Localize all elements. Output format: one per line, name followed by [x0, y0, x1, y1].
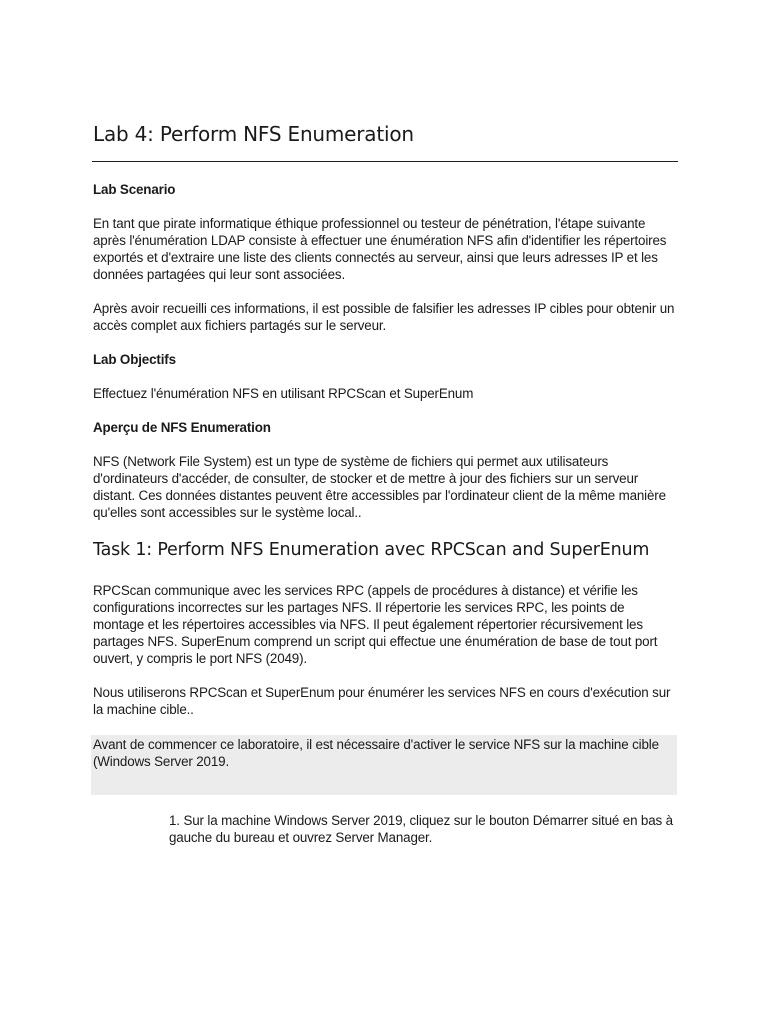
overview-heading: Aperçu de NFS Enumeration [93, 420, 271, 435]
scenario-paragraph-2: Après avoir recueilli ces informations, il est possible de falsifier les adresses IP cibles pour obtenir un accès complet aux fichiers partagés sur le serveur. [93, 301, 675, 333]
objectives-text: Effectuez l'énumération NFS en utilisant RPCScan et SuperEnum [93, 386, 474, 401]
page-title: Lab 4: Perform NFS Enumeration [93, 122, 414, 146]
scenario-heading: Lab Scenario [93, 182, 176, 197]
task-1-title: Task 1: Perform NFS Enumeration avec RPCScan and SuperEnum [93, 540, 650, 560]
overview-text: NFS (Network File System) est un type de système de fichiers qui permet aux utilisateurs d'ordinateurs d'accéder, de consulter, de stocker et de mettre à jour des fichiers sur un serveur distant. Ces données distantes peuvent être accessibles par l'ordinateur client de la même manière qu'elles sont accessibles sur le système local.. [93, 454, 666, 520]
scenario-paragraph-1: En tant que pirate informatique éthique professionnel ou testeur de pénétration, l'étape suivante après l'énumération LDAP consiste à effectuer une énumération NFS afin d'identifier les répertoires exportés et d'extraire une liste des clients connectés au serveur, ainsi que leurs adresses IP et les données partagées qui leur sont associées. [93, 216, 667, 282]
prerequisite-note [91, 735, 677, 795]
task-1-paragraph-2: Nous utiliserons RPCScan et SuperEnum pour énumérer les services NFS en cours d'exécution sur la machine cible.. [93, 685, 671, 717]
title-divider [92, 161, 678, 162]
task-1-paragraph-1: RPCScan communique avec les services RPC (appels de procédures à distance) et vérifie les configurations incorrectes sur les partages NFS. Il répertorie les services RPC, les points de montage et les répertoires accessibles via NFS. Il peut également répertorier récursivement les partages NFS. SuperEnum comprend un script qui effectue une énumération de base de tout port ouvert, y compris le port NFS (2049). [93, 583, 658, 666]
objectives-heading: Lab Objectifs [93, 352, 176, 367]
prerequisite-note-text: Avant de commencer ce laboratoire, il est nécessaire d'activer le service NFS sur la machine cible (Windows Server 2019. [93, 737, 659, 769]
step-1: 1. Sur la machine Windows Server 2019, cliquez sur le bouton Démarrer situé en bas à gauche du bureau et ouvrez Server Manager. [169, 813, 673, 845]
